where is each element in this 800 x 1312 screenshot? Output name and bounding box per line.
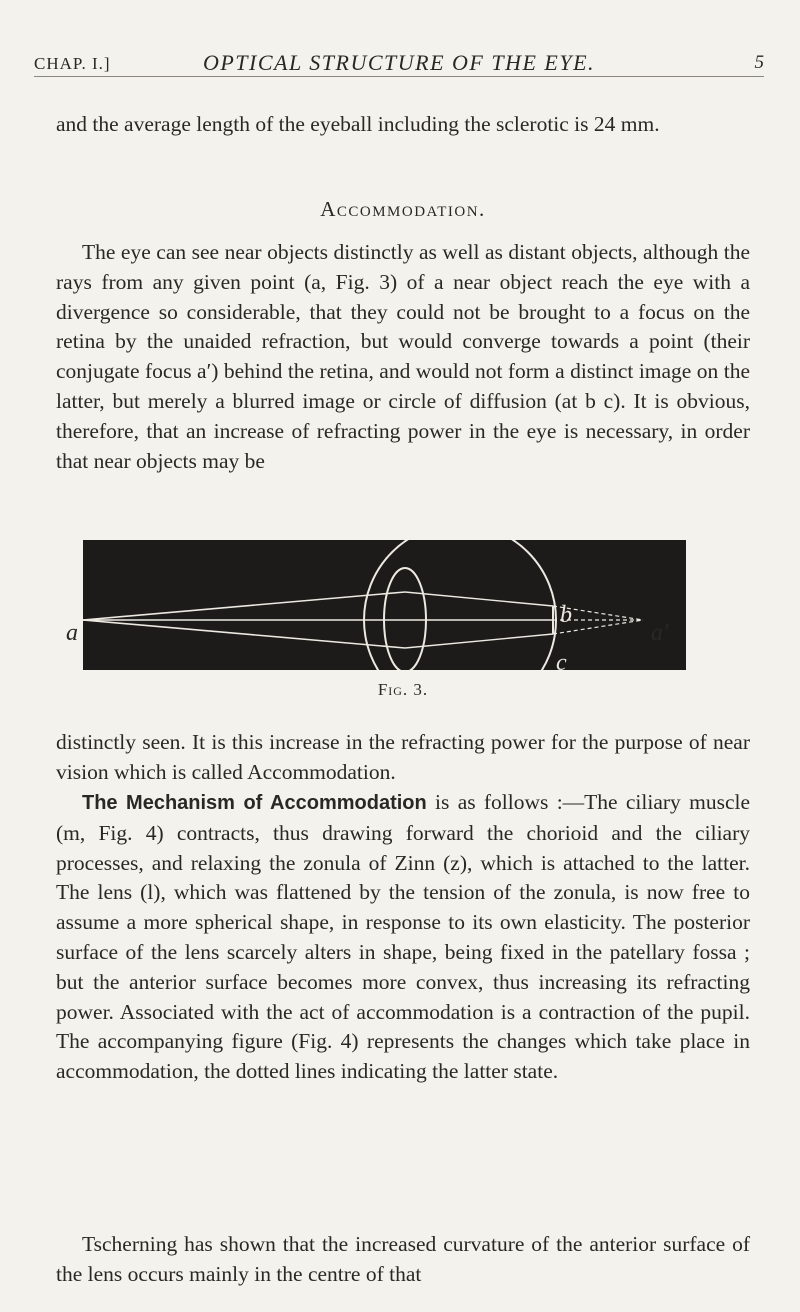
intro-paragraph: and the average length of the eyeball including the sclerotic is 24 mm. [56, 112, 660, 136]
figure-caption: Fig. 3. [377, 680, 429, 699]
chapter-label: CHAP. I.] [34, 54, 111, 73]
paragraph-4: Tscherning has shown that the increased curvature of the anterior surface of the lens occurs mainly in the centre of that [56, 1232, 750, 1286]
intro-paragraph-block [56, 110, 750, 140]
label-c: c [556, 650, 567, 676]
paragraph-2: distinctly seen. It is this increase in the refracting power for the purpose of near vision which is called Accommodation. [56, 730, 750, 784]
label-a: a [66, 620, 78, 646]
lens-outline [384, 568, 426, 670]
incident-ray-lower [83, 620, 405, 648]
label-a-prime: a′ [651, 620, 669, 646]
paragraph-1: The eye can see near objects distinctly as well as distant objects, although the rays from any given point (a, Fig. 3) of a near object reach the eye with a divergence so considerable, that they could not be brought to a focus on the retina by the unaided refraction, but would converge towards a point (their conjugate focus a′) behind the retina, and would not form a distinct image on the latter, but merely a blurred image or circle of diffusion (at b c). It is obvious, therefore, that an increase of refracting power in the eye is necessary, in order that near objects may be [56, 240, 750, 473]
section-heading: Accommodation. [320, 197, 486, 221]
mechanism-heading: The Mechanism of Accommodation [82, 792, 427, 814]
paragraph-1-block [56, 238, 750, 476]
refracted-ray-upper [405, 592, 553, 606]
page-title: OPTICAL STRUCTURE OF THE EYE. [202, 50, 596, 75]
page-number: 5 [754, 52, 764, 73]
paragraph-3-block [56, 788, 750, 1087]
paragraph-3-body: is as follows :—The ciliary muscle (m, Fig. 4) contracts, thus drawing forward the chorioid and the ciliary processes, and relaxing the zonula of Zinn (z), which is attached to the latter. The lens (l), which was flattened by the tension of the zonula, is now free to assume a more spherical shape, in response to its own elasticity. The posterior surface of the lens scarcely alters in shape, being fixed in the patellary fossa ; but the anterior surface becomes more convex, thus increasing its refracting power. Associated with the act of accommodation is a contraction of the pupil. The accompanying figure (Fig. 4) represents the changes which take place in accommodation, the dotted lines indicating the latter state. [56, 790, 751, 1084]
eye-diagram [83, 540, 686, 670]
paragraph-2-block [56, 728, 750, 788]
figure-3 [83, 540, 686, 670]
paragraph-4-block [56, 1230, 750, 1290]
running-head [34, 28, 764, 77]
refracted-ray-lower [405, 634, 553, 648]
eyeball-outline [364, 540, 556, 670]
incident-ray-upper [83, 592, 405, 620]
paragraph-3 [56, 788, 750, 1087]
label-b: b [560, 602, 572, 628]
